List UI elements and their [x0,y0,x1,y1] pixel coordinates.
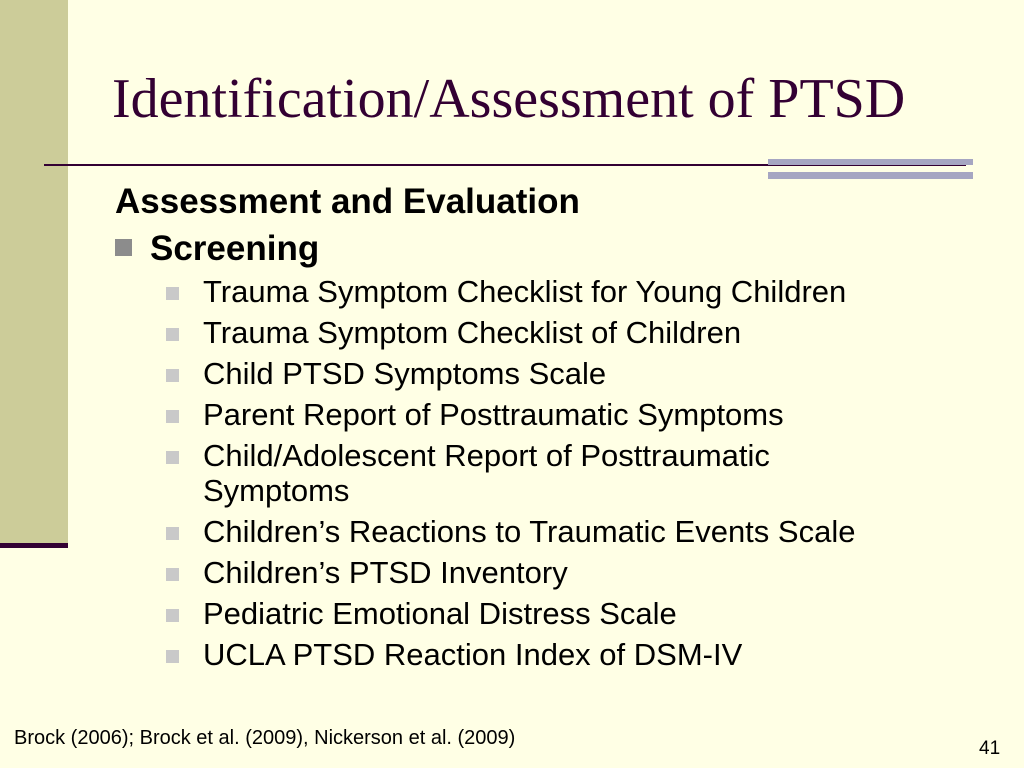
list-item-label: Trauma Symptom Checklist of Children [203,315,742,350]
list-item-label: Pediatric Emotional Distress Scale [203,596,677,631]
square-bullet-icon [166,369,179,382]
slide-title: Identification/Assessment of PTSD [112,68,906,130]
bullet-screening [115,229,319,269]
screening-list [166,274,966,678]
square-bullet-icon [166,650,179,663]
section-heading: Assessment and Evaluation [115,182,580,221]
list-item [166,637,966,672]
square-bullet-icon [166,410,179,423]
list-item-label: Child PTSD Symptoms Scale [203,356,607,391]
list-item-label: Parent Report of Posttraumatic Symptoms [203,397,784,432]
accent-bar-top [768,159,973,165]
list-item [166,555,966,590]
square-bullet-icon [166,568,179,581]
accent-bar-bottom [768,172,973,179]
side-decor-line [0,543,68,548]
list-item [166,596,966,631]
list-item-label: Child/Adolescent Report of Posttraumatic Symptoms [203,438,770,508]
side-decor-bar [0,0,68,545]
list-item [166,274,966,309]
square-bullet-icon [166,527,179,540]
square-bullet-icon [166,451,179,464]
list-item [166,514,966,549]
citation-footer: Brock (2006); Brock et al. (2009), Nickerson et al. (2009) [14,727,516,749]
list-item-label: Children’s PTSD Inventory [203,555,568,590]
square-bullet-icon [166,328,179,341]
square-bullet-icon [166,287,179,300]
list-item-label: UCLA PTSD Reaction Index of DSM-IV [203,637,743,672]
list-item [166,356,966,391]
list-item [166,397,966,432]
slide-number: 41 [979,738,1001,759]
square-bullet-icon [115,239,132,256]
list-item [166,438,883,508]
list-item-label: Children’s Reactions to Traumatic Events Scale [203,514,856,549]
square-bullet-icon [166,609,179,622]
list-item [166,315,966,350]
bullet-screening-label: Screening [150,229,320,268]
list-item-label: Trauma Symptom Checklist for Young Children [203,274,847,309]
